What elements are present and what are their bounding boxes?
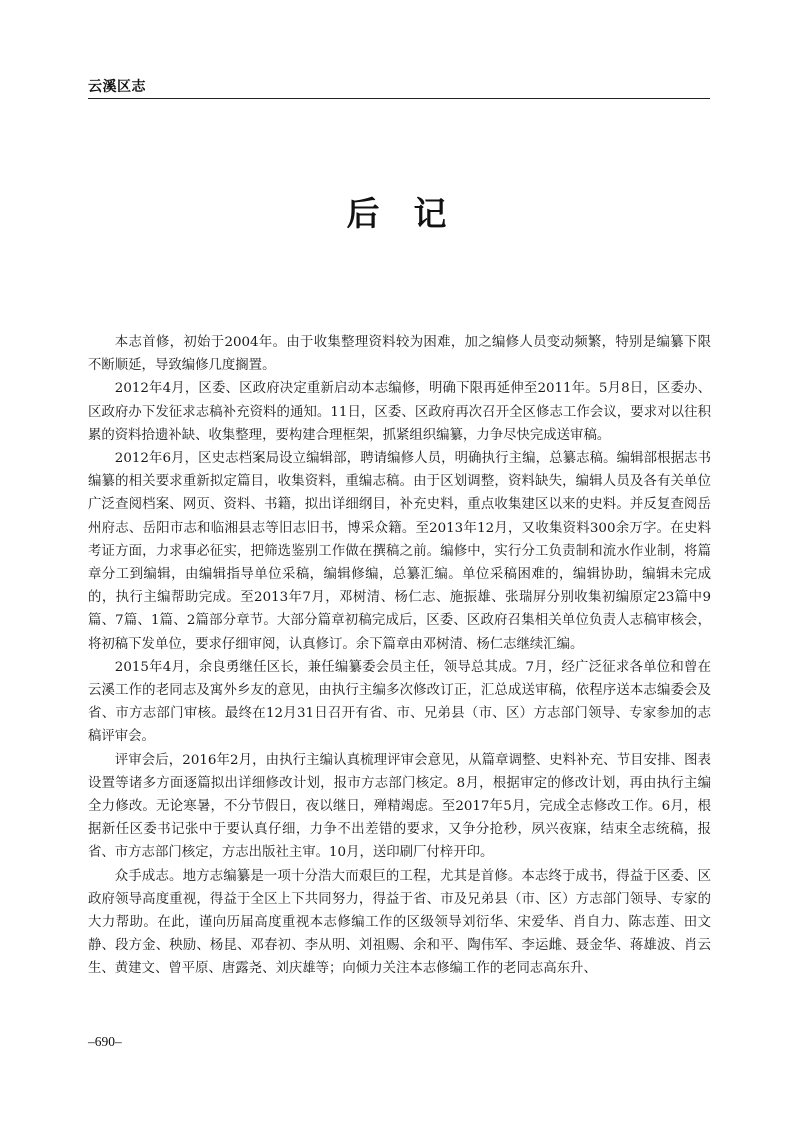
paragraph: 众手成志。地方志编纂是一项十分浩大而艰巨的工程，尤其是首修。本志终于成书，得益于区委、区政府领导高度重视，得益于全区上下共同努力，得益于省、市及兄弟县（市、区）方志部门领导、专家的大力帮助。在此，谨向历届高度重视本志修编工作的区级领导刘衍华、宋爱华、肖自力、陈志莲、田文静、段方金、秧励、杨昆、邓春初、李从明、刘祖赐、余和平、陶伟军、李运雌、聂金华、蒋雄波、肖云生、黄建文、曾平原、唐露尧、刘庆雄等；向倾力关注本志修编工作的老同志高东升、	[88, 868, 711, 977]
paragraph: 本志首修，初始于2004年。由于收集整理资料较为困难，加之编修人员变动频繁，特别是编纂下限不断顺延，导致编修几度搁置。	[88, 335, 711, 374]
page-title: 后记	[346, 194, 481, 233]
body-text	[88, 331, 711, 981]
page-number: –690–	[88, 1034, 122, 1049]
paragraph: 评审会后，2016年2月，由执行主编认真梳理评审会意见，从篇章调整、史料补充、节目安排、图表设置等诸多方面逐篇拟出详细修改计划，报市方志部门核定。8月，根据审定的修改计划，再由执行主编全力修改。无论寒暑，不分节假日，夜以继日，殚精竭虑。至2017年5月，完成全志修改工作。6月，根据新任区委书记张中于要认真仔细，力争不出差错的要求，又争分抢秒，夙兴夜寐，结束全志统稿，报省、市方志部门核定，方志出版社主审。10月，送印刷厂付梓开印。	[88, 752, 711, 861]
running-head-title: 云溪区志	[88, 79, 146, 95]
paragraph: 2012年4月，区委、区政府决定重新启动本志编修，明确下限再延伸至2011年。5月8日，区委办、区政府办下发征求志稿补充资料的通知。11日，区委、区政府再次召开全区修志工作会议，要求对以往积累的资料拾遗补缺、收集整理，要构建合理框架，抓紧组织编纂，力争尽快完成送审稿。	[88, 381, 711, 443]
paragraph: 2015年4月，余良勇继任区长，兼任编纂委会员主任，领导总其成。7月，经广泛征求各单位和曾在云溪工作的老同志及寓外乡友的意见，由执行主编多次修改订正，汇总成送审稿，依程序送本志编委会及省、市方志部门审核。最终在12月31日召开有省、市、兄弟县（市、区）方志部门领导、专家参加的志稿评审会。	[88, 659, 711, 745]
header-divider	[88, 98, 710, 99]
paragraph: 2012年6月，区史志档案局设立编辑部，聘请编修人员，明确执行主编，总纂志稿。编辑部根据志书编纂的相关要求重新拟定篇目，收集资料，重编志稿。由于区划调整，资料缺失，编辑人员及各有关单位广泛查阅档案、网页、资料、书籍，拟出详细纲目，补充史料，重点收集建区以来的史料。并反复查阅岳州府志、岳阳市志和临湘县志等旧志旧书，博采众籍。至2013年12月，又收集资料300余万字。在史料考证方面，力求事必征实，把筛选鉴别工作做在撰稿之前。编修中，实行分工负责制和流水作业制，将篇章分工到编辑，由编辑指导单位采稿，编辑修编，总纂汇编。单位采稿困难的，编辑协助，编辑未完成的，执行主编帮助完成。至2013年7月，邓树清、杨仁志、施振雄、张瑞屏分别收集初编原定23篇中9篇、7篇、1篇、2篇部分章节。大部分篇章初稿完成后，区委、区政府召集相关单位负责人志稿审核会，将初稿下发单位，要求仔细审阅，认真修订。余下篇章由邓树清、杨仁志继续汇编。	[88, 451, 711, 652]
